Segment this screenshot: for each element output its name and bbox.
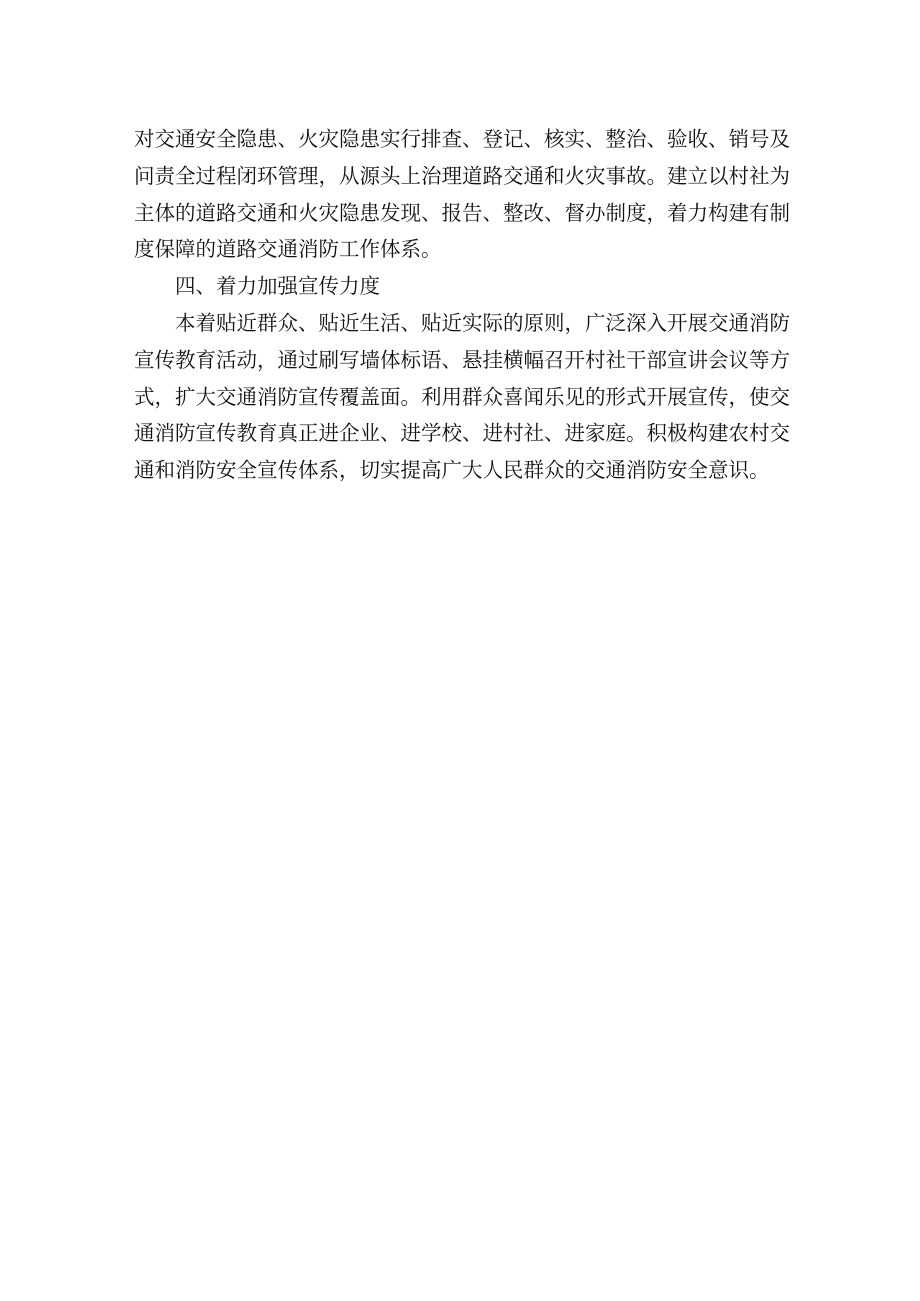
- paragraph-line: 式，扩大交通消防宣传覆盖面。利用群众喜闻乐见的形式开展宣传，使交: [134, 384, 790, 409]
- paragraph-line: 问责全过程闭环管理，从源头上治理道路交通和火灾事故。建立以村社为: [134, 163, 790, 188]
- paragraph-line: 主体的道路交通和火灾隐患发现、报告、整改、督办制度，着力构建有制: [134, 200, 790, 225]
- paragraph-hazard-management: [134, 121, 790, 268]
- paragraph-line: 宣传教育活动，通过刷写墙体标语、悬挂横幅召开村社干部宣讲会议等方: [134, 347, 790, 372]
- paragraph-line: 本着贴近群众、贴近生活、贴近实际的原则，广泛深入开展交通消防: [175, 310, 790, 335]
- document-body: [134, 121, 790, 489]
- paragraph-line: 通消防宣传教育真正进企业、进学校、进村社、进家庭。积极构建农村交: [134, 421, 790, 446]
- section-heading: [134, 268, 786, 305]
- paragraph-publicity: [134, 305, 790, 489]
- paragraph-line: 通和消防安全宣传体系，切实提高广大人民群众的交通消防安全意识。: [134, 458, 770, 483]
- paragraph-line: 对交通安全隐患、火灾隐患实行排查、登记、核实、整治、验收、销号及: [134, 127, 790, 151]
- section-heading-text: 四、着力加强宣传力度: [175, 274, 380, 299]
- paragraph-line: 度保障的道路交通消防工作体系。: [134, 237, 442, 262]
